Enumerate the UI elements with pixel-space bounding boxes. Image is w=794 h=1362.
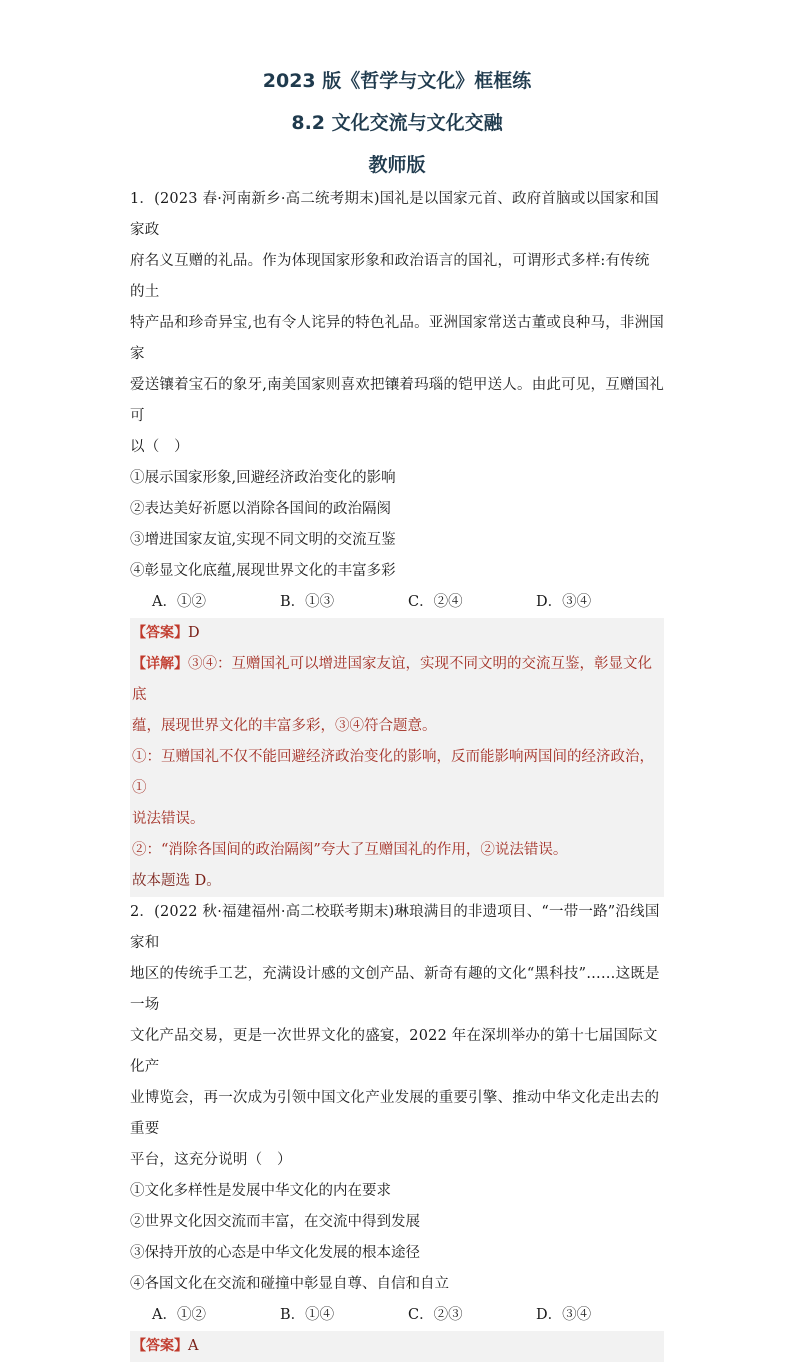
section-title: 8.2 文化交流与文化交融 bbox=[291, 112, 503, 134]
stem-line: 文化产品交易，更是一次世界文化的盛宴，2022 年在深圳举办的第十七届国际文化产 bbox=[130, 1028, 658, 1075]
statement-option: ④各国文化在交流和碰撞中彰显自尊、自信和自立 bbox=[130, 1276, 449, 1292]
question-1 bbox=[130, 184, 664, 897]
stem-line: 特产品和珍奇异宝,也有令人诧异的特色礼品。亚洲国家常送古董或良种马，非洲国家 bbox=[130, 315, 665, 362]
detail-line: 蕴，展现世界文化的丰富多彩，③④符合题意。 bbox=[132, 718, 437, 734]
stem-line: 地区的传统手工艺，充满设计感的文创产品、新奇有趣的文化“黑科技”……这既是一场 bbox=[130, 966, 660, 1013]
edition-label: 教师版 bbox=[368, 154, 426, 176]
stem-line: 琳琅满目的非遗项目、“一带一路”沿线国家和 bbox=[130, 904, 660, 951]
question-2-stem bbox=[130, 897, 664, 1176]
detail-line: ②：“消除各国间的政治隔阂”夸大了互赠国礼的作用，②说法错误。 bbox=[132, 842, 568, 858]
statement-option: ②世界文化因交流而丰富，在交流中得到发展 bbox=[130, 1214, 420, 1230]
answer-choices bbox=[130, 587, 664, 618]
statement-option: ②表达美好祈愿以消除各国间的政治隔阂 bbox=[130, 501, 391, 517]
question-source: (2023 春·河南新乡·高二统考期末) bbox=[154, 191, 380, 207]
choice-b: B．①③ bbox=[280, 594, 335, 610]
stem-line: 国礼是以国家元首、政府首脑或以国家和国家政 bbox=[130, 191, 659, 238]
detail-conclusion: 故本题选 D。 bbox=[132, 873, 221, 889]
stem-line: 以（ ） bbox=[130, 439, 189, 455]
document-title: 2023 版《哲学与文化》框框练 bbox=[262, 70, 532, 92]
choice-a: A．①② bbox=[152, 1307, 206, 1323]
choice-a: A．①② bbox=[152, 594, 206, 610]
statement-option: ④彰显文化底蕴,展现世界文化的丰富多彩 bbox=[130, 563, 396, 579]
detail-tag: 【详解】 bbox=[132, 656, 188, 672]
answer-choices bbox=[130, 1300, 664, 1331]
question-1-stem bbox=[130, 184, 664, 463]
stem-line: 府名义互赠的礼品。作为体现国家形象和政治语言的国礼，可谓形式多样:有传统的土 bbox=[130, 253, 650, 300]
statement-option: ③保持开放的心态是中华文化发展的根本途径 bbox=[130, 1245, 420, 1261]
answer-value: D bbox=[188, 625, 200, 641]
statement-option: ①文化多样性是发展中华文化的内在要求 bbox=[130, 1183, 391, 1199]
detail-line: ③④：互赠国礼可以增进国家友谊，实现不同文明的交流互鉴，彰显文化底 bbox=[132, 656, 652, 703]
question-source: (2022 秋·福建福州·高二校联考期末) bbox=[154, 904, 395, 920]
choice-c: C．②③ bbox=[408, 1307, 463, 1323]
answer-panel bbox=[130, 618, 664, 897]
choice-d: D．③④ bbox=[536, 1307, 592, 1323]
choice-b: B．①④ bbox=[280, 1307, 335, 1323]
answer-tag: 【答案】 bbox=[132, 1338, 188, 1354]
detail-line: 说法错误。 bbox=[132, 811, 205, 827]
question-number: 2． bbox=[130, 904, 155, 920]
choice-c: C．②④ bbox=[408, 594, 463, 610]
detail-line: ①：互赠国礼不仅不能回避经济政治变化的影响，反而能影响两国间的经济政治，① bbox=[132, 749, 654, 796]
stem-line: 业博览会，再一次成为引领中国文化产业发展的重要引擎、推动中华文化走出去的重要 bbox=[130, 1090, 660, 1137]
stem-line: 爱送镶着宝石的象牙,南美国家则喜欢把镶着玛瑙的铠甲送人。由此可见，互赠国礼可 bbox=[130, 377, 665, 424]
answer-value: A bbox=[188, 1338, 199, 1354]
answer-tag: 【答案】 bbox=[132, 625, 188, 641]
answer-panel bbox=[130, 1331, 664, 1362]
question-number: 1． bbox=[130, 191, 155, 207]
stem-line: 平台，这充分说明（ ） bbox=[130, 1152, 292, 1168]
choice-d: D．③④ bbox=[536, 594, 592, 610]
statement-option: ③增进国家友谊,实现不同文明的交流互鉴 bbox=[130, 532, 396, 548]
question-2 bbox=[130, 897, 664, 1362]
statement-option: ①展示国家形象,回避经济政治变化的影响 bbox=[130, 470, 396, 486]
document-page bbox=[130, 64, 664, 1362]
